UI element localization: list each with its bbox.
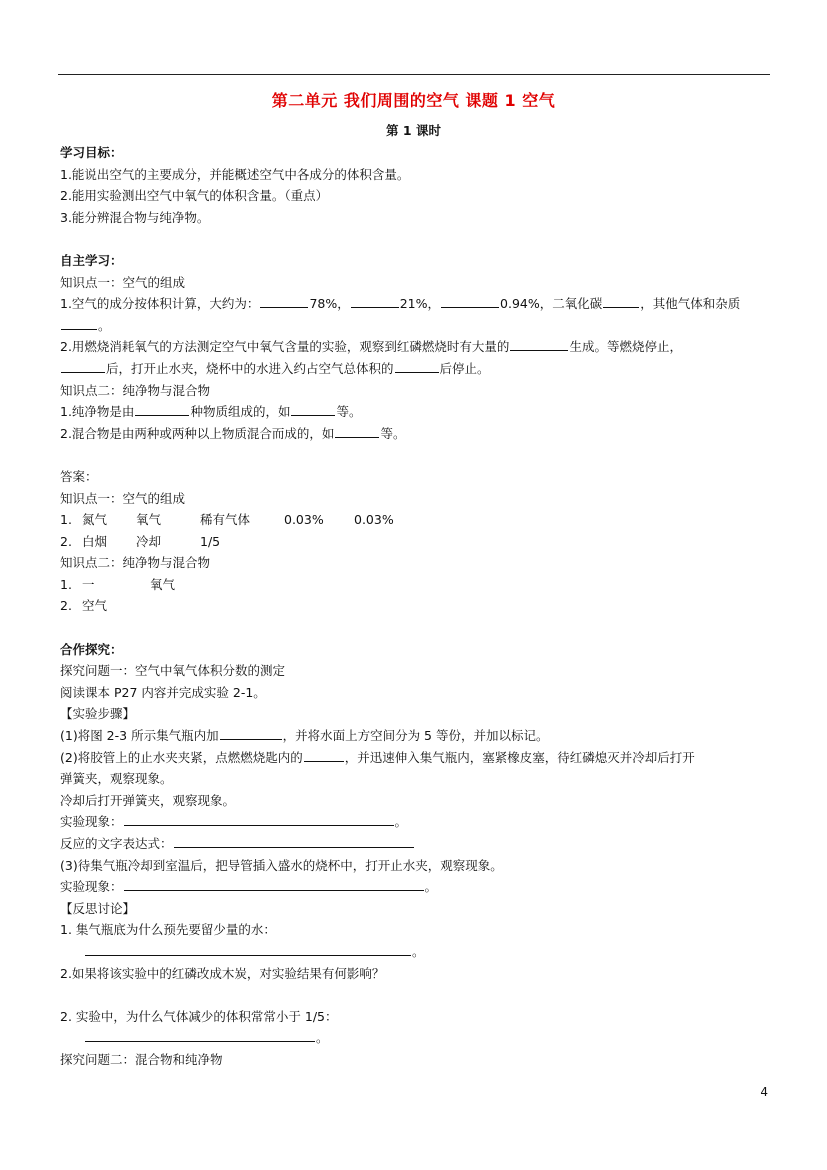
answer-blank[interactable] xyxy=(304,747,344,762)
objectives-heading: 学习目标： xyxy=(60,145,123,160)
page-title: 第二单元 我们周围的空气 课题 1 空气 xyxy=(271,91,556,110)
document-body xyxy=(60,142,772,1071)
lesson-subtitle: 第 1 课时 xyxy=(386,123,441,138)
question-oxygen-experiment: 2.用燃烧消耗氧气的方法测定空气中氧气含量的实验，观察到红磷燃烧时有大量的 生成。等燃烧停止， xyxy=(60,336,772,358)
answer-blank[interactable] xyxy=(85,1027,315,1042)
objective-item: 2.能用实验测出空气中氧气的体积含量。（重点） xyxy=(60,188,329,204)
step-2-cont: 弹簧夹，观察现象。 xyxy=(60,771,173,787)
header-rule xyxy=(58,74,770,75)
answer-blank[interactable] xyxy=(61,315,97,330)
self-study-heading: 自主学习： xyxy=(60,252,123,268)
cooperative-heading: 合作探究： xyxy=(60,641,123,657)
answer-row: 1. 一 氧气 xyxy=(60,576,176,592)
reflect-answer-3: 。 xyxy=(60,1027,772,1049)
answer-row: 1. 氮气 氧气 稀有气体 0.03% 0.03% xyxy=(60,512,394,528)
answer-row: 2. 白烟 冷却 1/5 xyxy=(60,533,221,549)
question-air-composition-cont: 。 xyxy=(60,315,772,337)
page-number: 4 xyxy=(760,1085,768,1099)
phenomenon-line: 实验现象： 。 xyxy=(60,811,772,833)
answer-blank[interactable] xyxy=(174,833,414,848)
steps-heading: 【实验步骤】 xyxy=(60,706,136,722)
answer-blank[interactable] xyxy=(61,358,105,373)
answer-blank[interactable] xyxy=(510,336,568,351)
step-2: (2)将胶管上的止水夹夹紧，点燃燃烧匙内的 ，并迅速伸入集气瓶内，塞紧橡皮塞，待红磷熄灭并冷却后打开 xyxy=(60,747,772,769)
answer-blank[interactable] xyxy=(603,293,639,308)
answer-blank[interactable] xyxy=(124,876,424,891)
question-mixture: 2.混合物是由两种或两种以上物质混合而成的，如 等。 xyxy=(60,423,772,445)
answers-heading: 答案： xyxy=(60,468,98,484)
answer-blank[interactable] xyxy=(85,941,411,956)
answer-blank[interactable] xyxy=(441,293,499,308)
question-oxygen-experiment-cont: 后，打开止水夹，烧杯中的水进入约占空气总体积的 后停止。 xyxy=(60,358,772,380)
reflect-question-1: 1. 集气瓶底为什么预先要留少量的水： xyxy=(60,922,276,938)
reflect-question-3: 2. 实验中，为什么气体减少的体积常常小于 1/5： xyxy=(60,1008,338,1024)
answers-kp1-title: 知识点一：空气的组成 xyxy=(60,490,186,506)
answer-blank[interactable] xyxy=(395,358,439,373)
answer-blank[interactable] xyxy=(124,811,394,826)
reflect-question-2: 2.如果将该实验中的红磷改成木炭，对实验结果有何影响？ xyxy=(60,965,385,981)
knowledge-point-2-title: 知识点二：纯净物与混合物 xyxy=(60,382,211,398)
reflect-answer-1: 。 xyxy=(60,941,772,963)
answer-blank[interactable] xyxy=(260,293,308,308)
answer-blank[interactable] xyxy=(291,401,335,416)
answer-blank[interactable] xyxy=(220,725,282,740)
knowledge-point-1-title: 知识点一：空气的组成 xyxy=(60,274,186,290)
answer-blank[interactable] xyxy=(335,423,379,438)
answers-kp2-title: 知识点二：纯净物与混合物 xyxy=(60,555,211,571)
reflect-heading: 【反思讨论】 xyxy=(60,900,136,916)
phenomenon-line-2: 实验现象： 。 xyxy=(60,876,772,898)
step-1: (1)将图 2-3 所示集气瓶内加 ，并将水面上方空间分为 5 等份，并加以标记。 xyxy=(60,725,772,747)
equation-line: 反应的文字表达式： xyxy=(60,833,772,855)
step-3: (3)待集气瓶冷却到室温后，把导管插入盛水的烧杯中，打开止水夹，观察现象。 xyxy=(60,857,503,873)
question-pure-substance: 1.纯净物是由 种物质组成的，如 等。 xyxy=(60,401,772,423)
answer-blank[interactable] xyxy=(351,293,399,308)
problem-2-title: 探究问题二：混合物和纯净物 xyxy=(60,1051,223,1067)
answer-blank[interactable] xyxy=(135,401,189,416)
objective-item: 1.能说出空气的主要成分，并能概述空气中各成分的体积含量。 xyxy=(60,166,410,182)
cool-open-line: 冷却后打开弹簧夹，观察现象。 xyxy=(60,792,236,808)
question-air-composition: 1.空气的成分按体积计算，大约为： 78%， 21%， 0.94%，二氧化碳 ，其他气体和杂质 xyxy=(60,293,772,315)
problem-1-title: 探究问题一：空气中氧气体积分数的测定 xyxy=(60,663,286,679)
objective-item: 3.能分辨混合物与纯净物。 xyxy=(60,209,210,225)
answer-row: 2. 空气 xyxy=(60,598,108,614)
reading-instruction: 阅读课本 P27 内容并完成实验 2-1。 xyxy=(60,684,266,700)
